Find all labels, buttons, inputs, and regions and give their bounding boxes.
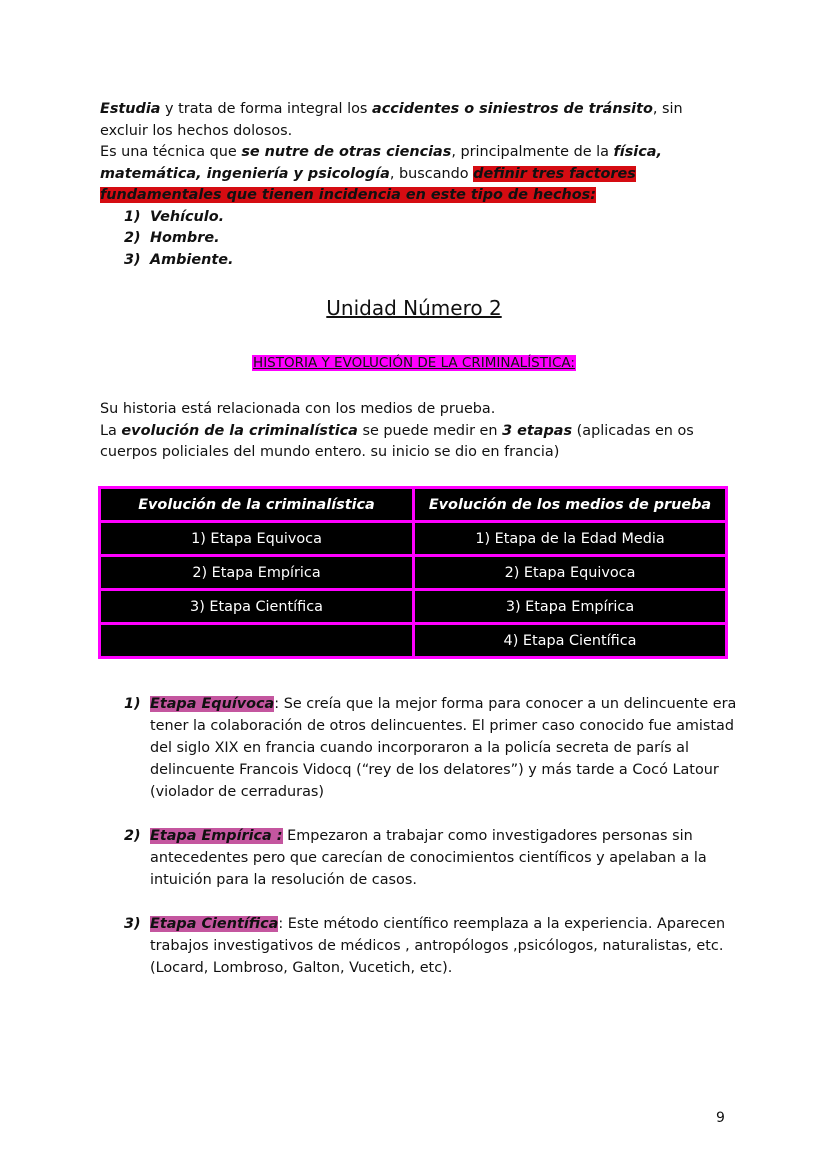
intro-paragraph-2 bbox=[100, 142, 730, 207]
factor-label: Ambiente. bbox=[150, 251, 234, 268]
stage-text: Empezaron a trabajar como investigadores personas sin antecedentes pero que carecían de conocimientos científicos y apelaban a la intuición para la resolución de casos. bbox=[150, 828, 707, 888]
intro-bold-accidentes: accidentes o siniestros de tránsito bbox=[372, 101, 653, 117]
list-item bbox=[100, 228, 730, 250]
table-cell: 3) Etapa Empírica bbox=[414, 590, 727, 624]
intro-text: Es una técnica que bbox=[100, 144, 242, 160]
table-cell: 2) Etapa Empírica bbox=[100, 556, 414, 590]
intro-highlight-factores: definir tres factores fundamentales que tienen incidencia en este tipo de hechos: bbox=[100, 165, 636, 203]
table-cell: 3) Etapa Científica bbox=[100, 590, 414, 624]
intro-text: y trata de forma integral los bbox=[160, 101, 372, 117]
list-number: 2) bbox=[124, 230, 141, 246]
table-cell: 1) Etapa Equivoca bbox=[100, 522, 414, 556]
history-text: La bbox=[100, 422, 122, 439]
stage-separator: : bbox=[278, 916, 284, 932]
intro-text: , buscando bbox=[389, 165, 474, 182]
section-title bbox=[0, 355, 828, 371]
intro-bold-disciplinas: física, matemática, ingeniería y psicología bbox=[100, 144, 662, 182]
table-row bbox=[100, 556, 727, 590]
stage-text: Se creía que la mejor forma para conocer a un delincuente era tener la colaboración de otros delincuentes. El primer caso conocido fue amistad del siglo XIX en francia cuando incorporaron a la policía secreta de parís al delincuente Francois Vidocq (“rey de los delatores”) y más tarde a Cocó Latour (violador de cerraduras) bbox=[150, 696, 737, 800]
intro-text: , sin excluir los hechos dolosos. bbox=[100, 101, 683, 139]
list-item bbox=[100, 825, 740, 891]
history-bold-etapas: 3 etapas bbox=[502, 422, 573, 439]
history-text: (aplicadas en os cuerpos policiales del mundo entero. su inicio se dio en francia) bbox=[100, 422, 694, 460]
history-text: se puede medir en bbox=[357, 422, 503, 439]
history-line-2 bbox=[100, 421, 730, 464]
list-item bbox=[100, 207, 730, 229]
factor-label: Vehículo. bbox=[150, 208, 225, 225]
unit-title: Unidad Número 2 bbox=[326, 296, 502, 320]
section-title-text: HISTORIA Y EVOLUCIÓN DE LA CRIMINALÍSTICA: bbox=[253, 355, 575, 371]
stage-text: Este método científico reemplaza a la experiencia. Aparecen trabajos investigativos de médicos , antropólogos ,psicólogos, naturalistas, etc. (Locard, Lombroso, Galton, Vucetich, etc). bbox=[150, 916, 726, 976]
stage-title: Etapa Empírica : bbox=[150, 828, 283, 844]
table-row bbox=[100, 590, 727, 624]
factors-list bbox=[100, 207, 730, 272]
list-number: 1) bbox=[124, 208, 141, 225]
intro-section bbox=[100, 99, 730, 271]
table-cell: 1) Etapa de la Edad Media bbox=[414, 522, 727, 556]
list-item bbox=[100, 913, 740, 979]
list-item bbox=[100, 250, 730, 272]
table-cell: 4) Etapa Científica bbox=[414, 624, 727, 658]
list-number: 2) bbox=[124, 828, 141, 844]
table-row bbox=[100, 522, 727, 556]
list-item bbox=[100, 693, 740, 803]
intro-paragraph-1 bbox=[100, 99, 730, 142]
stage-separator: : bbox=[274, 696, 280, 712]
table-cell: 2) Etapa Equivoca bbox=[414, 556, 727, 590]
intro-text: , principalmente de la bbox=[451, 144, 614, 160]
table-header-cell: Evolución de los medios de prueba bbox=[414, 488, 727, 522]
evolution-table bbox=[98, 486, 728, 659]
stage-title: Etapa Científica bbox=[150, 916, 279, 932]
page-number: 9 bbox=[716, 1110, 725, 1126]
history-line-1: Su historia está relacionada con los medios de prueba. bbox=[100, 401, 496, 417]
list-number: 3) bbox=[124, 251, 141, 268]
table-row bbox=[100, 624, 727, 658]
table-header-cell: Evolución de la criminalística bbox=[100, 488, 414, 522]
stages-list bbox=[100, 693, 740, 1001]
stage-title: Etapa Equívoca bbox=[150, 696, 275, 712]
list-number: 1) bbox=[124, 696, 141, 712]
table-cell bbox=[100, 624, 414, 658]
list-number: 3) bbox=[124, 916, 141, 932]
factor-label: Hombre. bbox=[150, 230, 220, 246]
intro-bold-ciencias: se nutre de otras ciencias bbox=[241, 144, 452, 160]
table-header-row bbox=[100, 488, 727, 522]
intro-bold-estudia: Estudia bbox=[100, 101, 161, 117]
history-bold-evolucion: evolución de la criminalística bbox=[121, 422, 358, 439]
history-paragraph bbox=[100, 399, 730, 464]
